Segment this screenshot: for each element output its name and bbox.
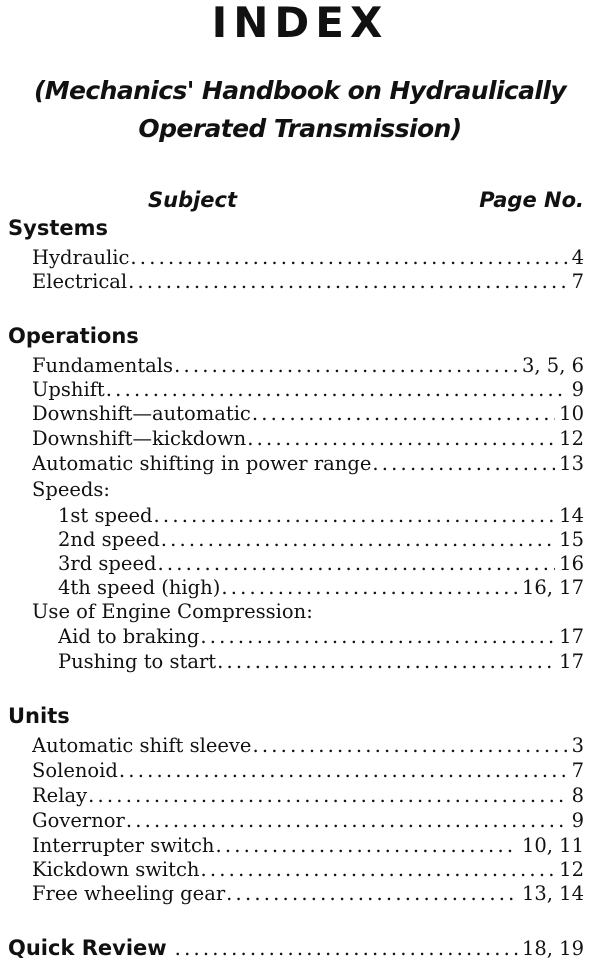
entry-label: Relay [32,784,88,807]
entry-page: 14 [559,504,584,527]
dot-leader [372,452,555,476]
entry-label: Fundamentals [32,354,174,377]
dot-leader [215,834,517,858]
entry-label: 4th speed (high) [58,576,221,599]
index-entry [58,650,584,674]
index-subheading [32,478,584,502]
dot-leader [226,882,518,906]
dot-leader [157,552,555,576]
entry-page: 13, 14 [521,882,584,905]
page-subtitle [0,72,600,148]
entry-label: Kickdown switch [32,858,200,881]
dot-leader [252,402,555,426]
index-entry [32,858,584,882]
quick-review-label: Quick Review [8,936,167,960]
entry-page: 16, 17 [521,576,584,599]
index-entry [32,759,584,783]
index-entry [32,834,584,858]
entry-label: Automatic shift sleeve [32,734,252,757]
index-entry [32,246,584,270]
entry-page: 9 [571,378,584,401]
entry-label: Automatic shifting in power range [32,452,372,475]
entry-label: Use of Engine Compression: [32,600,313,623]
column-header-page: Page No. [479,188,584,212]
quick-review-entry [8,934,584,962]
entry-page: 17 [559,625,584,648]
index-entry [32,882,584,906]
index-subheading [32,600,584,624]
entry-label: Hydraulic [32,246,130,269]
dot-leader [130,246,567,270]
entry-page: 10, 11 [521,834,584,857]
dot-leader [200,858,555,882]
index-entry [32,734,584,758]
entry-label: Free wheeling gear [32,882,226,905]
dot-leader [175,935,518,962]
dot-leader [221,576,518,600]
entry-page: 10 [559,402,584,425]
entry-label: Electrical [32,270,128,293]
section-heading-operations: Operations [8,324,139,348]
section-heading-systems: Systems [8,216,108,240]
entry-label: Governor [32,809,125,832]
entry-label: 3rd speed [58,552,157,575]
entry-page: 13 [559,452,584,475]
dot-leader [174,354,518,378]
index-entry [32,452,584,476]
entry-label: 2nd speed [58,528,160,551]
index-entry [32,270,584,294]
index-entry [58,552,584,576]
index-entry [58,504,584,528]
entry-label: Upshift [32,378,105,401]
entry-page: 7 [571,759,584,782]
index-entry [32,402,584,426]
dot-leader [217,650,555,674]
entry-label: Speeds: [32,478,110,501]
entry-page: 3 [571,734,584,757]
dot-leader [161,528,555,552]
entry-page: 8 [571,784,584,807]
entry-label: Solenoid [32,759,118,782]
index-entry [58,528,584,552]
entry-label: 1st speed [58,504,153,527]
entry-page: 12 [559,858,584,881]
entry-label: Interrupter switch [32,834,215,857]
dot-leader [252,734,567,758]
entry-page: 12 [559,427,584,450]
subtitle-line-2: Operated Transmission) [138,114,462,143]
entry-page: 15 [559,528,584,551]
column-header-subject: Subject [148,188,238,212]
dot-leader [247,427,555,451]
dot-leader [119,759,568,783]
entry-page: 17 [559,650,584,673]
entry-label: Downshift—kickdown [32,427,247,450]
index-entry [32,784,584,808]
index-entry [32,809,584,833]
dot-leader [88,784,567,808]
index-entry [32,354,584,378]
entry-label: Downshift—automatic [32,402,251,425]
dot-leader [200,625,555,649]
dot-leader [154,504,556,528]
index-entry [32,427,584,451]
index-entry [58,625,584,649]
dot-leader [126,809,568,833]
dot-leader [128,270,567,294]
entry-page: 9 [571,809,584,832]
subtitle-line-1: (Mechanics' Handbook on Hydraulically [33,76,567,105]
entry-label: Pushing to start [58,650,217,673]
section-heading-units: Units [8,704,70,728]
entry-label: Aid to braking [58,625,200,648]
entry-page: 3, 5, 6 [521,354,584,377]
entry-page: 16 [559,552,584,575]
index-entry [58,576,584,600]
dot-leader [106,378,568,402]
entry-page: 7 [571,270,584,293]
quick-review-page: 18, 19 [521,937,584,960]
page-title: INDEX [211,0,389,47]
entry-page: 4 [571,246,584,269]
index-entry [32,378,584,402]
